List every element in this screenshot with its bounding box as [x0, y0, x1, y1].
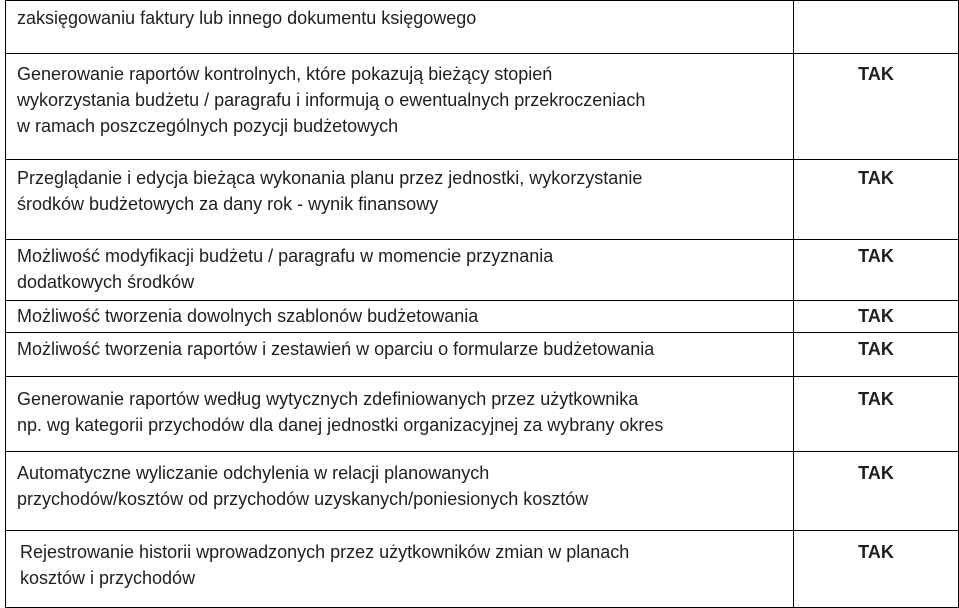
- requirement-status: TAK: [794, 160, 959, 240]
- requirement-description: Przeglądanie i edycja bieżąca wykonania planu przez jednostki, wykorzystanie środków budżetowych za dany rok - wynik finansowy: [6, 160, 794, 240]
- table-row: [6, 1, 959, 54]
- requirement-description: Generowanie raportów kontrolnych, które pokazują bieżący stopień wykorzystania budżetu / paragrafu i informują o ewentualnych przekroczeniach w ramach poszczególnych pozycji budżetowych: [6, 54, 794, 160]
- table-row: [6, 160, 959, 240]
- requirement-description: Możliwość modyfikacji budżetu / paragrafu w momencie przyznania dodatkowych środków: [6, 240, 794, 301]
- requirement-status: TAK: [794, 54, 959, 160]
- requirement-status: TAK: [794, 240, 959, 301]
- table-row: [6, 531, 959, 608]
- requirement-description: Możliwość tworzenia dowolnych szablonów budżetowania: [6, 301, 794, 333]
- table-row: [6, 333, 959, 377]
- table-row: [6, 240, 959, 301]
- requirement-status: TAK: [794, 301, 959, 333]
- requirement-description: Możliwość tworzenia raportów i zestawień w oparciu o formularze budżetowania: [6, 333, 794, 377]
- table-row: [6, 54, 959, 160]
- requirement-status: [794, 1, 959, 54]
- requirement-status: TAK: [794, 377, 959, 452]
- requirement-description: Generowanie raportów według wytycznych zdefiniowanych przez użytkownika np. wg kategorii przychodów dla danej jednostki organizacyjnej za wybrany okres: [6, 377, 794, 452]
- requirement-description: zaksięgowaniu faktury lub innego dokumentu księgowego: [6, 1, 794, 54]
- requirement-status: TAK: [794, 333, 959, 377]
- requirement-description: Rejestrowanie historii wprowadzonych przez użytkowników zmian w planach kosztów i przychodów: [6, 531, 794, 608]
- requirement-description: Automatyczne wyliczanie odchylenia w relacji planowanych przychodów/kosztów od przychodów uzyskanych/poniesionych kosztów: [6, 452, 794, 531]
- table-row: [6, 377, 959, 452]
- table-row: [6, 301, 959, 333]
- requirement-status: TAK: [794, 452, 959, 531]
- requirement-status: TAK: [794, 531, 959, 608]
- table-row: [6, 452, 959, 531]
- requirements-table: [5, 0, 959, 608]
